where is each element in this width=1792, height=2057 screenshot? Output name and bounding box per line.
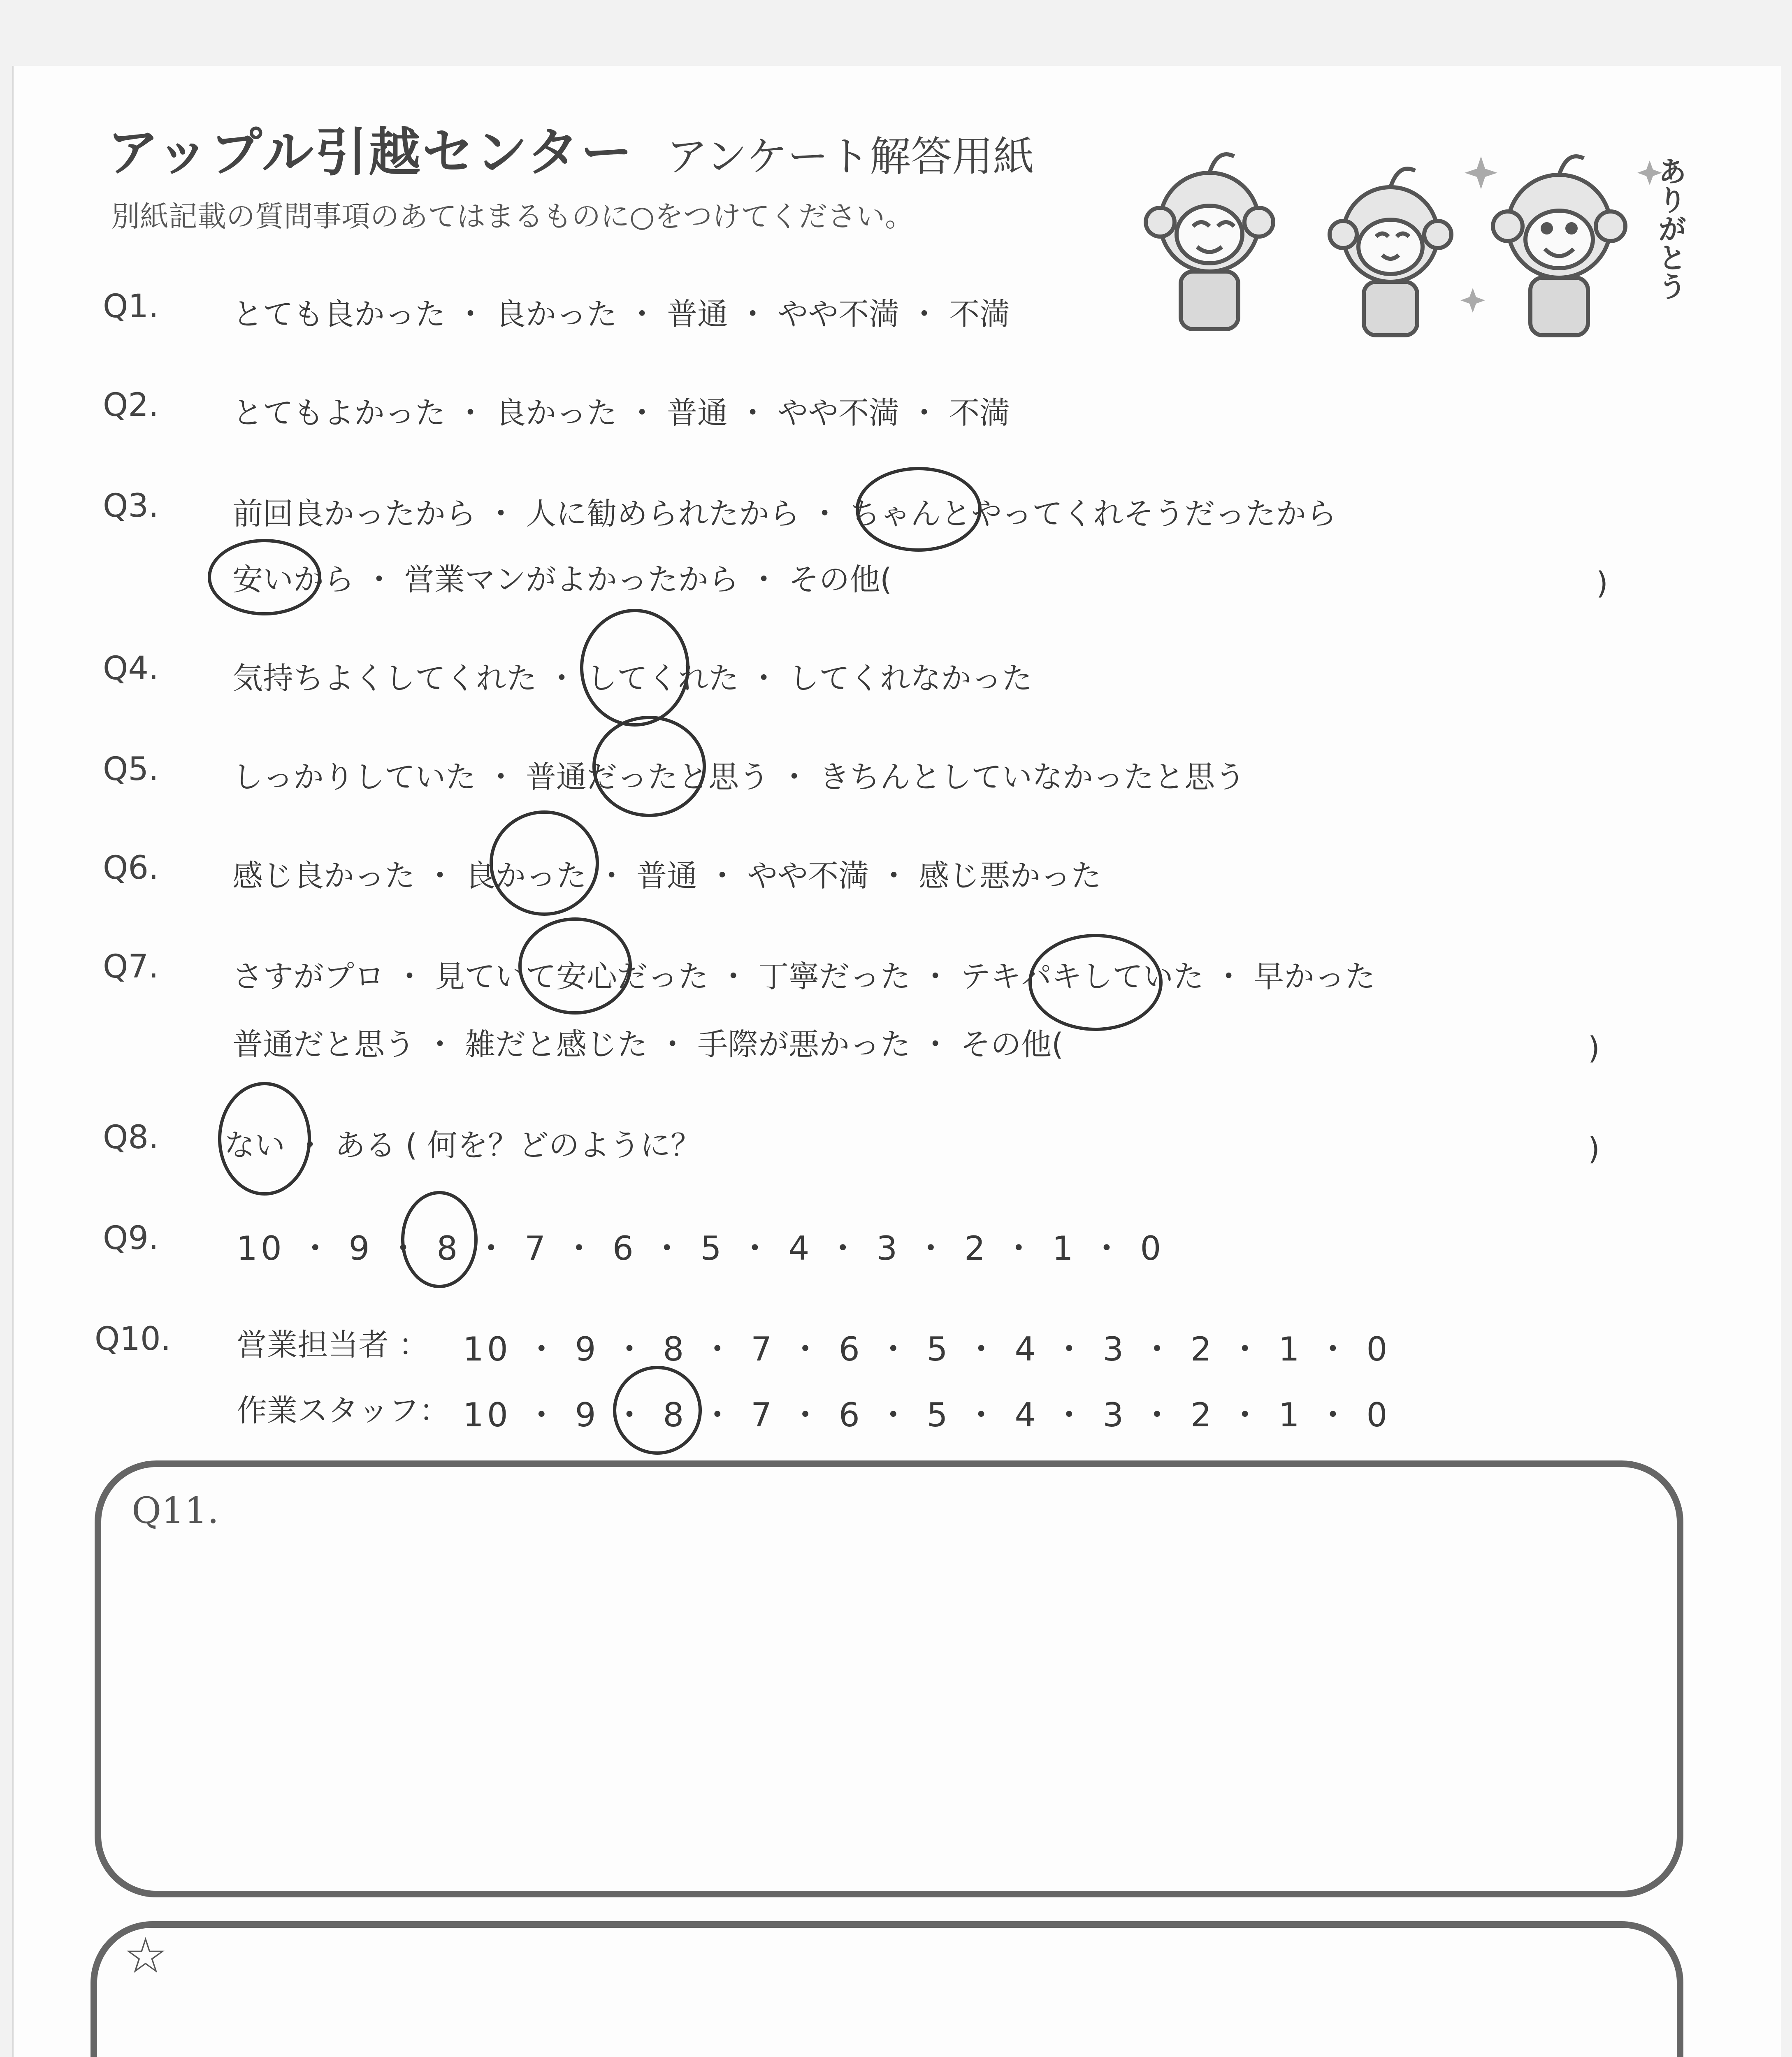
q1-options[interactable]: とても良かった ・ 良かった ・ 普通 ・ やや不満 ・ 不満 (232, 297, 1010, 332)
q4-label: Q4. (103, 650, 159, 687)
q8-options[interactable]: ない ・ ある ( 何を？どのように？ (224, 1128, 701, 1163)
q3-options-line2[interactable]: 安いから ・ 営業マンがよかったから ・ その他( (232, 562, 892, 597)
answer-mark-q3-b (208, 539, 321, 615)
q10-staff-label: 作業スタッフ： (237, 1393, 450, 1428)
answer-mark-q7-b (1028, 934, 1163, 1031)
q3-options-line1[interactable]: 前回良かったから ・ 人に勧められたから ・ ちゃんとやってくれそうだったから (232, 496, 1337, 532)
q4-options[interactable]: 気持ちよくしてくれた ・ してくれた ・ してくれなかった (232, 661, 1033, 696)
instruction-text: 別紙記載の質問事項のあてはまるものに○をつけてください。 (111, 200, 914, 233)
q5-options[interactable]: しっかりしていた ・ 普通だったと思う ・ きちんとしていなかったと思う (232, 759, 1246, 795)
q7-options-line1[interactable]: さすがプロ ・ 見ていて安心だった ・ 丁寧だった ・ テキパキしていた ・ 早かった (232, 959, 1376, 994)
q7-options-line2[interactable]: 普通だと思う ・ 雑だと感じた ・ 手際が悪かった ・ その他( (232, 1027, 1064, 1062)
answer-mark-q8 (218, 1082, 311, 1196)
answer-mark-q6 (490, 810, 599, 916)
q9-label: Q9. (103, 1220, 159, 1257)
answer-mark-q10-staff (613, 1366, 702, 1455)
q8-label: Q8. (103, 1119, 159, 1156)
q10-staff-scale[interactable]: 10 ・ 9 ・ 8 ・ 7 ・ 6 ・ 5 ・ 4 ・ 3 ・ 2 ・ 1 ・ 0 (463, 1396, 1391, 1434)
q9-scale[interactable]: 10 ・ 9 ・ 8 ・ 7 ・ 6 ・ 5 ・ 4 ・ 3 ・ 2 ・ 1 ・ 0 (237, 1229, 1165, 1268)
q2-options[interactable]: とてもよかった ・ 良かった ・ 普通 ・ やや不満 ・ 不満 (232, 395, 1010, 431)
monkey-mascots-illustration (1123, 132, 1699, 346)
company-title: アップル引越センター (107, 122, 634, 183)
star-comment-box[interactable] (91, 1921, 1683, 2057)
q3-close-paren: ) (1596, 566, 1608, 601)
q8-close-paren: ) (1588, 1131, 1600, 1167)
answer-mark-q9 (401, 1191, 478, 1288)
answer-mark-q5 (592, 716, 706, 817)
q5-label: Q5. (103, 751, 159, 788)
q2-label: Q2. (103, 387, 159, 424)
q6-label: Q6. (103, 850, 159, 887)
q10-sales-scale[interactable]: 10 ・ 9 ・ 8 ・ 7 ・ 6 ・ 5 ・ 4 ・ 3 ・ 2 ・ 1 ・ 0 (463, 1330, 1391, 1368)
answer-mark-q7-a (518, 917, 632, 1015)
q3-label: Q3. (103, 488, 159, 525)
q1-label: Q1. (103, 288, 159, 325)
q10-sales-label: 営業担当者 ： (237, 1327, 429, 1363)
answer-mark-q3-a (856, 467, 982, 552)
form-subtitle: アンケート解答用紙 (666, 132, 1034, 181)
answer-mark-q4 (580, 609, 689, 727)
q11-label: Q11. (132, 1489, 219, 1532)
svg-text:ありがとう: ありがとう (1653, 156, 1687, 300)
q10-label: Q10. (95, 1321, 171, 1358)
q11-comment-box[interactable] (95, 1460, 1683, 1897)
q6-options[interactable]: 感じ良かった ・ 良かった ・ 普通 ・ やや不満 ・ 感じ悪かった (232, 858, 1102, 894)
q7-label: Q7. (103, 948, 159, 985)
star-icon: ☆ (123, 1927, 168, 1985)
q7-close-paren: ) (1588, 1031, 1600, 1066)
